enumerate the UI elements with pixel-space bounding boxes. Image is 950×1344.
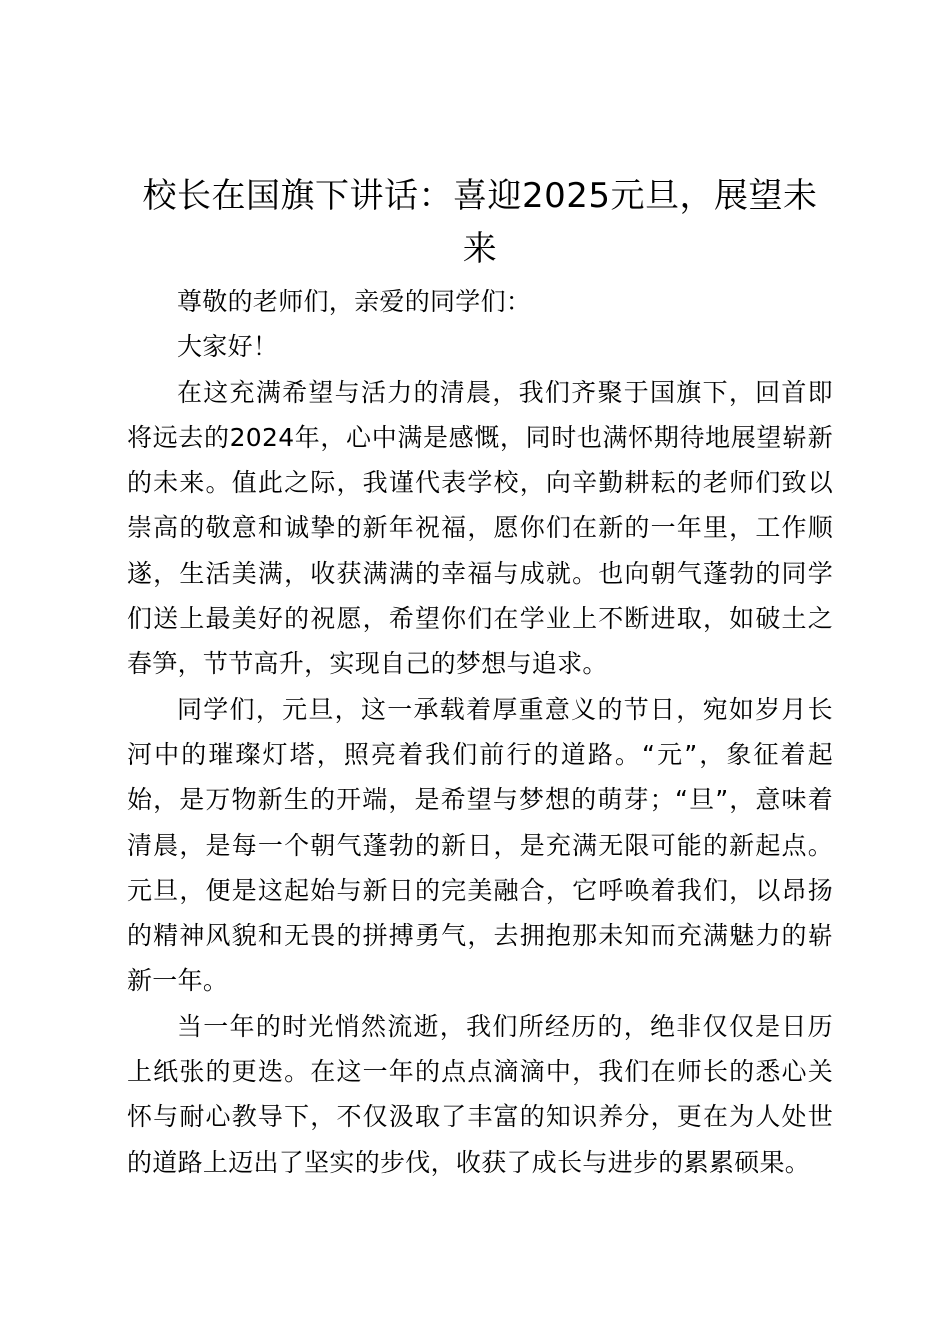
greeting-paragraph: 大家好！ [177, 332, 279, 362]
body-paragraph: 同学们，元旦，这一承载着厚重意义的节日，宛如岁月长河中的璀璨灯塔，照亮着我们前行的道路。“元”，象征着起始，是万物新生的开端，是希望与梦想的萌芽；“旦”，意味着清晨，是每一个朝气蓬勃的新日，是充满无限可能的新起点。元旦，便是这起始与新日的完美融合，它呼唤着我们，以昂扬的精神风貌和无畏的拼搏勇气，去拥抱那未知而充满魅力的崭新一年。 [127, 694, 833, 996]
document-title: 校长在国旗下讲话：喜迎2025元旦，展望未来 [142, 176, 818, 269]
salutation-paragraph: 尊敬的老师们，亲爱的同学们： [177, 287, 532, 316]
document-page [127, 170, 833, 1185]
document-body [127, 279, 833, 1185]
body-paragraph: 当一年的时光悄然流逝，我们所经历的，绝非仅仅是日历上纸张的更迭。在这一年的点点滴滴中，我们在师长的悉心关怀与耐心教导下，不仅汲取了丰富的知识养分，更在为人处世的道路上迈出了坚实的步伐，收获了成长与进步的累累硕果。 [127, 1011, 833, 1177]
body-paragraph: 在这充满希望与活力的清晨，我们齐聚于国旗下，回首即将远去的2024年，心中满是感慨，同时也满怀期待地展望崭新的未来。值此之际，我谨代表学校，向辛勤耕耘的老师们致以崇高的敬意和诚挚的新年祝福，愿你们在新的一年里，工作顺遂，生活美满，收获满满的幸福与成就。也向朝气蓬勃的同学们送上最美好的祝愿，希望你们在学业上不断进取，如破土之春笋，节节高升，实现自己的梦想与追求。 [127, 377, 833, 679]
